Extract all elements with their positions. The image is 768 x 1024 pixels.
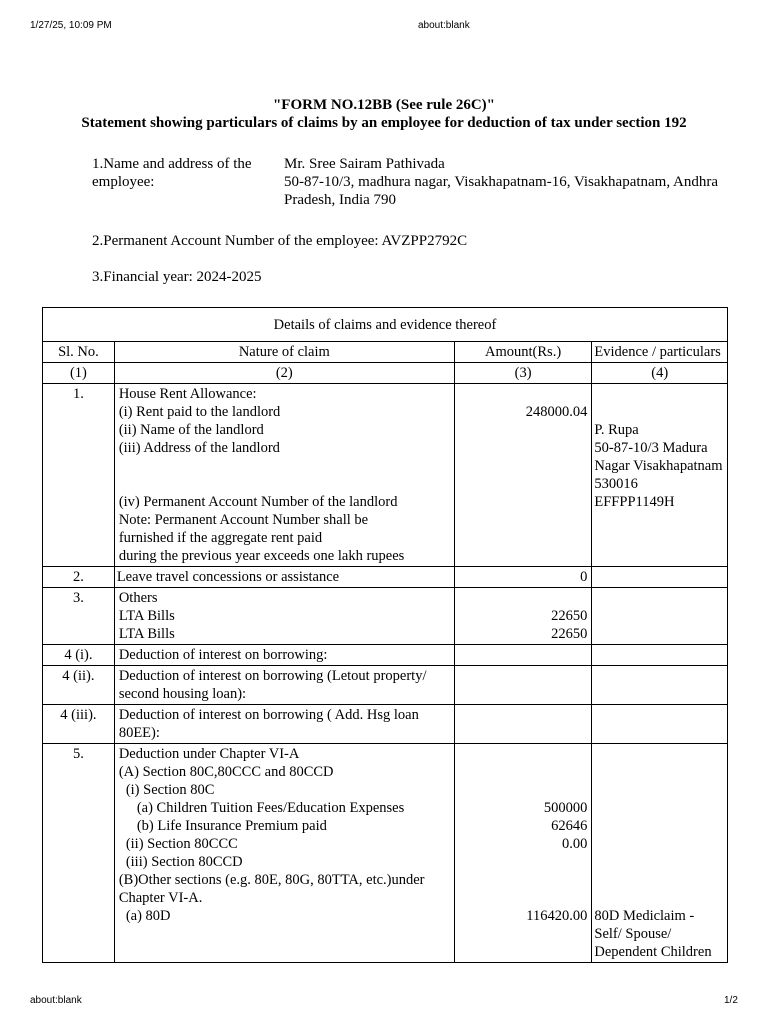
sl-no: 4 (i). <box>43 645 115 666</box>
landlord-address-1: 50-87-10/3 Madura <box>594 440 708 456</box>
sl-no: 4 (iii). <box>43 705 115 744</box>
others-amount: 22650 22650 <box>454 588 592 645</box>
landlord-address-2: Nagar Visakhapatnam <box>594 458 723 474</box>
table-header-row <box>43 342 728 363</box>
colnum-1: (1) <box>43 363 115 384</box>
table-row-interest-1 <box>43 645 728 666</box>
hra-evidence <box>592 384 728 567</box>
landlord-name: P. Rupa <box>594 422 639 438</box>
form-title: "FORM NO.12BB (See rule 26C)" <box>272 97 496 113</box>
claims-table <box>42 307 728 963</box>
lta-amount: 0 <box>454 567 592 588</box>
sl-no: 1. <box>43 384 115 567</box>
landlord-pan: EFFPP1149H <box>594 494 675 510</box>
interest-1-label: Deduction of interest on borrowing: <box>114 645 454 666</box>
colnum-4: (4) <box>592 363 728 384</box>
table-row-hra <box>43 384 728 567</box>
sl-no: 5. <box>43 744 115 963</box>
sl-no: 3. <box>43 588 115 645</box>
landlord-address-3: 530016 <box>594 476 638 492</box>
chapter-6a-evidence: 80D Mediclaim - Self/ Spouse/ Dependent Children <box>592 744 728 963</box>
employee-name-address <box>284 155 718 209</box>
sl-no: 2. <box>43 567 115 588</box>
print-page-number: 1/2 <box>724 995 738 1006</box>
table-row-others <box>43 588 728 645</box>
table-row-chapter-6a <box>43 744 728 963</box>
sl-no: 4 (ii). <box>43 666 115 705</box>
table-row-interest-3 <box>43 705 728 744</box>
header-sl-no: Sl. No. <box>43 342 115 363</box>
others-nature: Others LTA Bills LTA Bills <box>114 588 454 645</box>
chapter-6a-amount: 500000 62646 0.00 116420.00 <box>454 744 592 963</box>
hra-nature: House Rent Allowance: (i) Rent paid to the landlord (ii) Name of the landlord (iii) Address of the landlord (iv) Permanent Account Number of the landlord Note: Permanent Account Number shall be furnished if the aggregate rent paid during the previous year exceeds one lakh rupees <box>114 384 454 567</box>
table-row-lta <box>43 567 728 588</box>
print-footer-url: about:blank <box>30 995 82 1006</box>
print-page-title: about:blank <box>418 20 470 31</box>
header-amount: Amount(Rs.) <box>454 342 592 363</box>
header-evidence: Evidence / particulars <box>592 342 728 363</box>
employee-address-line-2: Pradesh, India 790 <box>284 192 397 208</box>
employee-name-label: 1.Name and address of the employee: <box>92 156 252 190</box>
table-caption-row <box>43 308 728 342</box>
hra-amount: 248000.04 <box>454 384 592 567</box>
lta-label: Leave travel concessions or assistance <box>114 567 454 588</box>
financial-year: 3.Financial year: 2024-2025 <box>92 269 262 285</box>
employee-name: Mr. Sree Sairam Pathivada <box>284 156 445 172</box>
print-datetime: 1/27/25, 10:09 PM <box>30 20 112 31</box>
table-caption: Details of claims and evidence thereof <box>43 308 728 342</box>
chapter-6a-nature: Deduction under Chapter VI-A (A) Section 80C,80CCC and 80CCD (i) Section 80C (a) Children Tuition Fees/Education Expenses (b) Life Insurance Premium paid (ii) Section 80CCC (iii) Section 80CCD (B)Other sections (e.g. 80E, 80G, 80TTA, etc.)under Chapter VI-A. (a) 80D <box>114 744 454 963</box>
colnum-2: (2) <box>114 363 454 384</box>
header-nature: Nature of claim <box>114 342 454 363</box>
employee-pan: 2.Permanent Account Number of the employee: AVZPP2792C <box>92 233 468 249</box>
employee-address-line-1: 50-87-10/3, madhura nagar, Visakhapatnam-16, Visakhapatnam, Andhra <box>284 174 719 190</box>
interest-3-label: Deduction of interest on borrowing ( Add. Hsg loan 80EE): <box>114 705 454 744</box>
form-subtitle: Statement showing particulars of claims by an employee for deduction of tax under section 192 <box>81 115 687 131</box>
colnum-3: (3) <box>454 363 592 384</box>
interest-2-label: Deduction of interest on borrowing (Letout property/ second housing loan): <box>114 666 454 705</box>
table-row-interest-2 <box>43 666 728 705</box>
table-colnum-row <box>43 363 728 384</box>
